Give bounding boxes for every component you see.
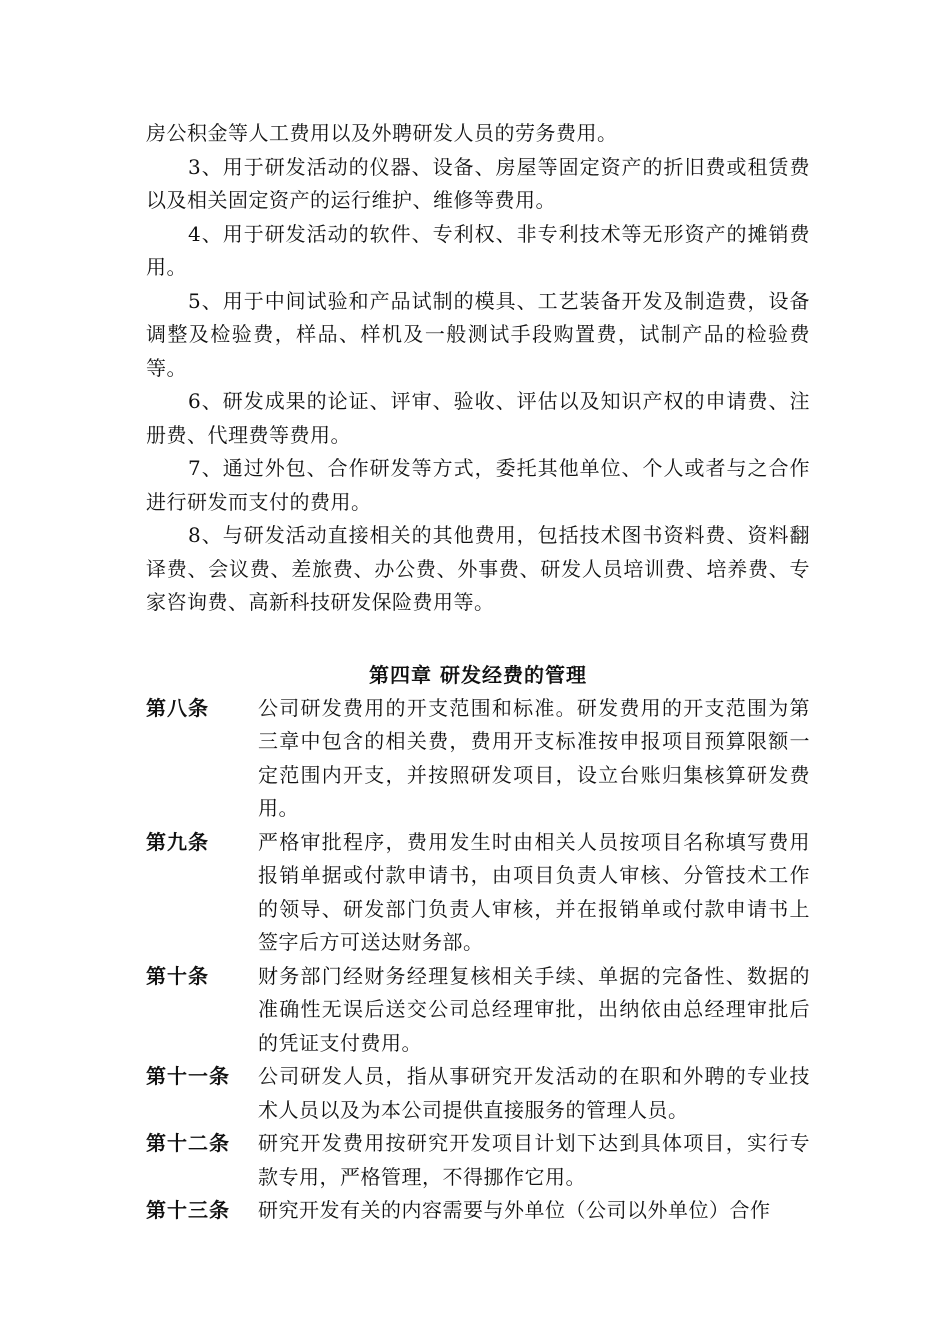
article-label: 第十二条 — [146, 1131, 230, 1155]
paragraph-item-4: 4、用于研发活动的软件、专利权、非专利技术等无形资产的摊销费用。 — [146, 221, 810, 279]
article-label: 第十一条 — [146, 1064, 230, 1088]
document-body — [146, 117, 810, 1228]
article-12 — [146, 1127, 810, 1194]
article-text: 公司研发人员，指从事研究开发活动的在职和外聘的专业技术人员以及为本公司提供直接服务的管理人员。 — [258, 1064, 810, 1122]
paragraph-item-5: 5、用于中间试验和产品试制的模具、工艺装备开发及制造费，设备调整及检验费，样品、样机及一般测试手段购置费，试制产品的检验费等。 — [146, 288, 810, 380]
article-label: 第八条 — [146, 695, 209, 720]
article-10 — [146, 960, 810, 1061]
paragraph-item-6: 6、研发成果的论证、评审、验收、评估以及知识产权的申请费、注册费、代理费等费用。 — [146, 389, 810, 447]
paragraph-item-7: 7、通过外包、合作研发等方式，委托其他单位、个人或者与之合作进行研发而支付的费用。 — [146, 456, 810, 514]
article-text: 公司研发费用的开支范围和标准。研发费用的开支范围为第三章中包含的相关费，费用开支标准按申报项目预算限额一定范围内开支，并按照研发项目，设立台账归集核算研发费用。 — [258, 695, 810, 820]
article-text: 财务部门经财务经理复核相关手续、单据的完备性、数据的准确性无误后送交公司总经理审批，出纳依由总经理审批后的凭证支付费用。 — [258, 963, 810, 1055]
article-text: 严格审批程序，费用发生时由相关人员按项目名称填写费用报销单据或付款申请书，由项目负责人审核、分管技术工作的领导、研发部门负责人审核，并在报销单或付款申请书上签字后方可送达财务部。 — [258, 829, 810, 954]
article-label: 第十条 — [146, 963, 209, 988]
paragraph-item-8: 8、与研发活动直接相关的其他费用，包括技术图书资料费、资料翻译费、会议费、差旅费、办公费、外事费、研发人员培训费、培养费、专家咨询费、高新科技研发保险费用等。 — [146, 523, 810, 614]
article-9 — [146, 826, 810, 960]
article-13 — [146, 1194, 810, 1228]
paragraph-item-3: 3、用于研发活动的仪器、设备、房屋等固定资产的折旧费或租赁费以及相关固定资产的运行维护、维修等费用。 — [146, 154, 810, 212]
article-label: 第十三条 — [146, 1198, 230, 1222]
paragraph-continuation: 房公积金等人工费用以及外聘研发人员的劳务费用。 — [146, 121, 618, 145]
article-text: 研究开发有关的内容需要与外单位（公司以外单位）合作 — [258, 1198, 771, 1222]
article-11 — [146, 1060, 810, 1127]
article-label: 第九条 — [146, 829, 209, 854]
article-8 — [146, 692, 810, 826]
article-text: 研究开发费用按研究开发项目计划下达到具体项目，实行专款专用，严格管理，不得挪作它用。 — [258, 1131, 810, 1189]
chapter-heading: 第四章 研发经费的管理 — [369, 662, 587, 687]
